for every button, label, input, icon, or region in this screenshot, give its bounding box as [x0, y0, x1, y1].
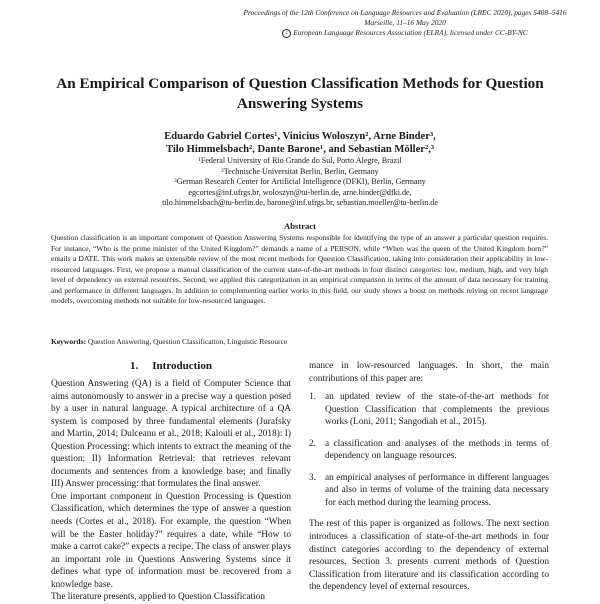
paper-title: An Empirical Comparison of Question Classification Methods for Question Answering Systems — [56, 75, 544, 112]
list-item-text: an empirical analyses of performance in different languages and also in terms of volume of the training data necessary for each method during the learning process. — [325, 472, 549, 508]
license-text: European Language Resources Association (ELRA), licensed under CC-BY-NC — [293, 28, 528, 37]
authors-block — [60, 130, 540, 156]
affiliations-block — [60, 156, 540, 209]
authors-line: Tilo Himmelsbach², Dante Barone¹, and Sebastian Möller²,³ — [165, 144, 435, 155]
list-item-text: a classification and analyses of the methods in terms of dependency on language resources. — [325, 438, 549, 462]
list-marker: 3. — [309, 472, 316, 483]
proceedings-line: Proceedings of the 12th Conference on Language Resources and Evaluation (LREC 2020), pages 5408–5416 — [243, 8, 567, 17]
list-marker: 1. — [309, 392, 316, 403]
section-number: 1. — [130, 360, 139, 372]
intro-paragraph: Question Answering (QA) is a field of Computer Science that aims autonomously to answer in a precise way a question posed by a user in natural language. A typical architecture of a QA system is composed by three fundamental elements (Jurafsky and Martin, 2014; Dulceanu et al., 2018; Kalouli et al., 2018): I) Question Processing: which intents to extract the meaning of the question; II) Information Retrieval: that retrieves relevant documents and sentences from a knowledge base; and finally III) Answer processing: that formulates the final answer. — [51, 379, 291, 490]
keywords-line — [51, 337, 548, 346]
intro-paragraph: One important component in Question Processing is Question Classification, which determines the type of answer a question needs (Cortes et al., 2018). For example, the question “When will be the Easter holiday?” requires a date, while “How to make a carrot cake?” expects a recipe. The class of answer plays an important role in Questions Answering Systems since it defines what type of information must be recovered from a knowledge base. — [51, 491, 291, 590]
license-line — [235, 28, 575, 38]
abstract-body: Question classification is an important component of Question Answering Systems responsible for identifying the type of an answer a particular question requires. For instance, “Who is the prime minister of the United Kingdom?” demands a name of a PERSON, while “When was the queen of the United Kingdom born?” entails a DATE. This work makes an extensible review of the most recent methods for Question Classification, taking into consideration their applicability in low-resourced languages. First, we propose a manual classification of the current state-of-the-art methods in four distinct categories: low, medium, high, and very high level of dependency on external resources. Second, we applied this categorization in an empirical comparison in terms of the amount of data necessary for training and performance in different languages. In addition to complementing earlier works in this field, our study shows a boost on methods relying on recent language models, overcoming methods not suitable for low-resourced languages. — [51, 233, 548, 306]
list-item — [309, 472, 549, 510]
keywords-text: Question Answering, Question Classification, Linguistic Resource — [87, 337, 288, 346]
list-item-text: an updated review of the state-of-the-art methods for Question Classification that complements the previous works (Loni, 2011; Sangodiah et al., 2015). — [325, 392, 549, 428]
email-line: egcortes@inf.ufrgs.br, woloszyn@tu-berlin.de, arne.binder@dfki.de, — [188, 187, 412, 197]
intro-paragraph: The literature presents, applied to Question Classification — [51, 592, 266, 603]
section-title: Introduction — [152, 360, 212, 372]
list-marker: 2. — [309, 438, 316, 449]
location-line: Marseille, 11–16 May 2020 — [364, 18, 446, 27]
affiliation-line: ¹Federal University of Rio Grande do Sul, Porto Alegre, Brazil — [198, 156, 402, 165]
contributions-intro: mance in low-resourced languages. In short, the main contributions of this paper are: — [309, 361, 549, 384]
copyright-icon: c — [282, 29, 291, 38]
authors-line: Eduardo Gabriel Cortes¹, Vinicius Woloszyn², Arne Binder³, — [164, 131, 436, 142]
affiliation-line: ²Technische Universitat Berlin, Berlin, Germany — [221, 166, 379, 176]
right-column — [309, 360, 549, 594]
section-heading-introduction — [51, 360, 291, 372]
contributions-list — [309, 391, 549, 509]
list-item — [309, 391, 549, 429]
proceedings-header — [235, 8, 575, 38]
abstract-heading: Abstract — [284, 221, 316, 231]
left-column — [51, 356, 291, 604]
outline-paragraph: The rest of this paper is organized as follows. The next section introduces a classification of state-of-the-art methods in four distinct categories according to the dependency of external resources. Section 3. presents current methods of Question Classification from literature and its classification according to the dependency level of external resources. — [309, 519, 549, 593]
list-item — [309, 438, 549, 463]
email-line: tilo.himmelsbach@tu-berlin.de, barone@inf.ufrgs.br, sebastian.moeller@tu-berlin.de — [162, 198, 438, 207]
affiliation-line: ³German Research Center for Artificial Intelligence (DFKI), Berlin, Germany — [174, 177, 426, 186]
keywords-label: Keywords: — [51, 337, 86, 346]
